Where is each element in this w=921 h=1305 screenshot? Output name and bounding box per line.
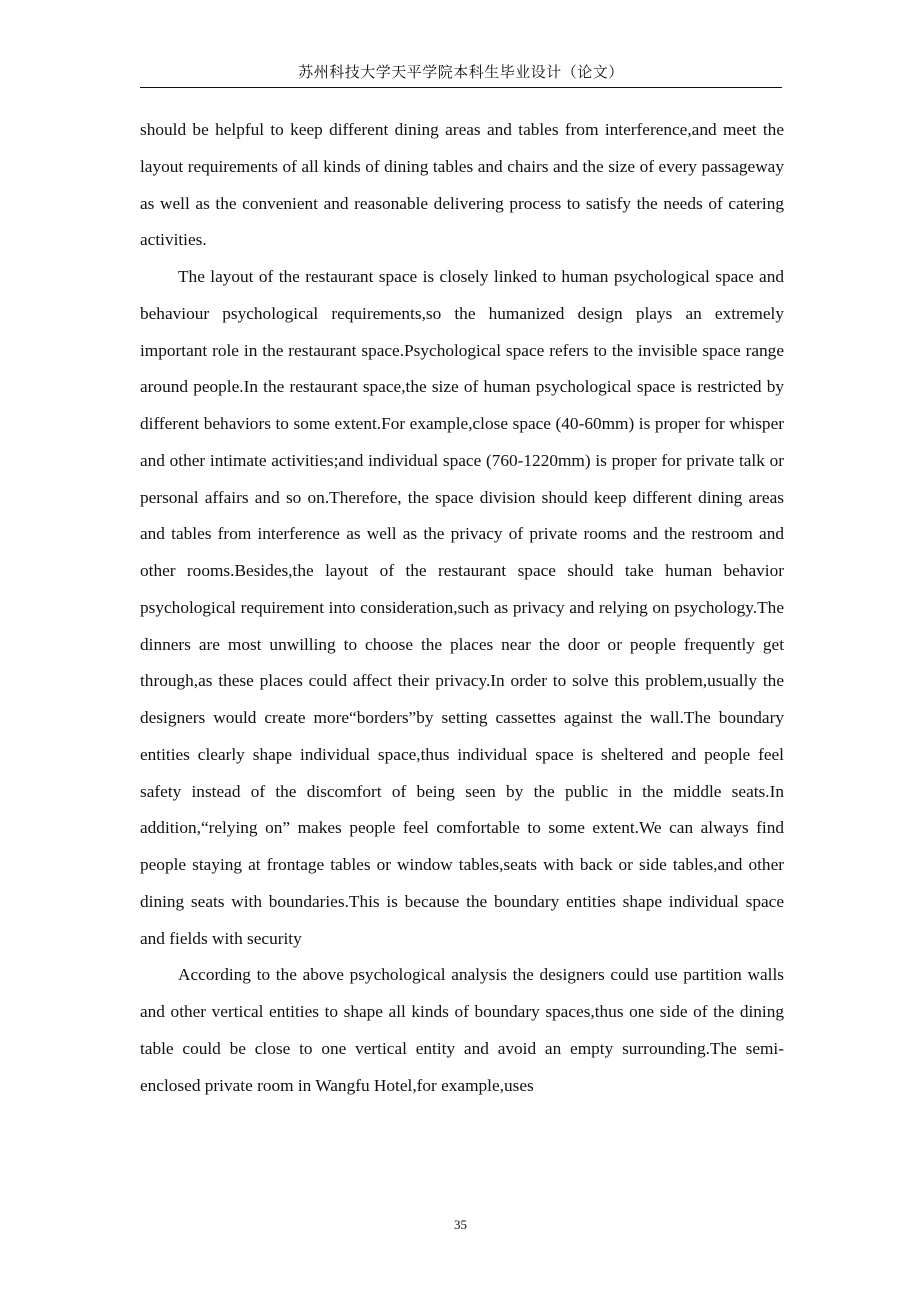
header-divider xyxy=(140,87,782,88)
page-header-title: 苏州科技大学天平学院本科生毕业设计（论文） xyxy=(298,65,624,81)
page-number: 35 xyxy=(454,1217,467,1232)
document-body xyxy=(140,112,784,1104)
body-paragraph: The layout of the restaurant space is closely linked to human psychological space and behaviour psychological requirements,so the humanized design plays an extremely important role in the restaurant space.Psychological space refers to the invisible space range around people.In the restaurant space,the size of human psychological space is restricted by different behaviors to some extent.For example,close space (40-60mm) is proper for whisper and other intimate activities;and individual space (760-1220mm) is proper for private talk or personal affairs and so on.Therefore, the space division should keep different dining areas and tables from interference as well as the privacy of private rooms and the restroom and other rooms.Besides,the layout of the restaurant space should take human behavior psychological requirement into consideration,such as privacy and relying on psychology.The dinners are most unwilling to choose the places near the door or people frequently get through,as these places could affect their privacy.In order to solve this problem,usually the designers would create more“borders”by setting cassettes against the wall.The boundary entities clearly shape individual space,thus individual space is sheltered and people feel safety instead of the discomfort of being seen by the public in the middle seats.In addition,“relying on” makes people feel comfortable to some extent.We can always find people staying at frontage tables or window tables,seats with back or side tables,and other dining seats with boundaries.This is because the boundary entities shape individual space and fields with security xyxy=(140,267,784,948)
body-paragraph: According to the above psychological analysis the designers could use partition walls and other vertical entities to shape all kinds of boundary spaces,thus one side of the dining table could be close to one vertical entity and avoid an empty surrounding.The semi-enclosed private room in Wangfu Hotel,for example,uses xyxy=(140,965,784,1095)
body-paragraph: should be helpful to keep different dining areas and tables from interference,and meet the layout requirements of all kinds of dining tables and chairs and the size of every passageway as well as the convenient and reasonable delivering process to satisfy the needs of catering activities. xyxy=(140,120,784,250)
